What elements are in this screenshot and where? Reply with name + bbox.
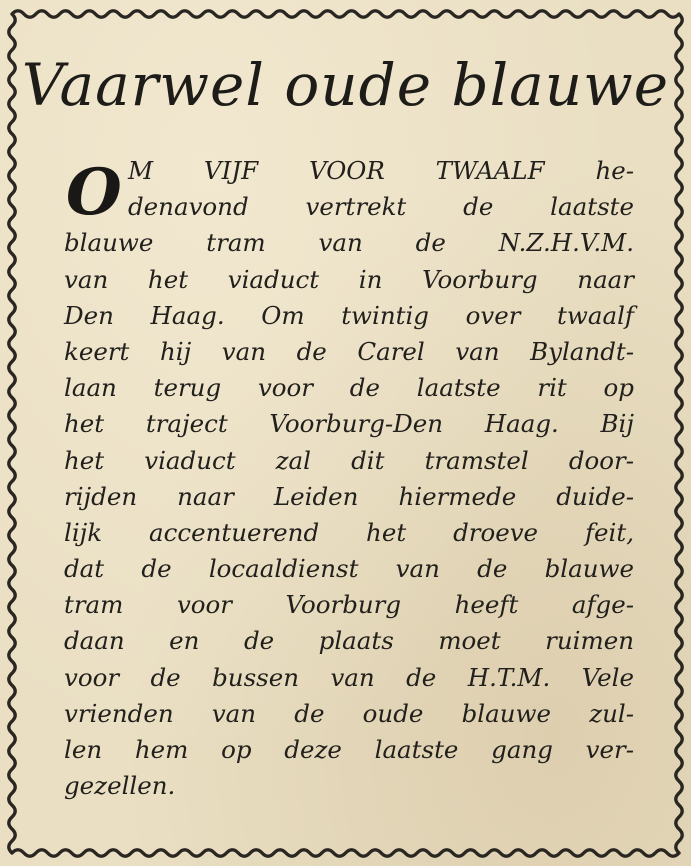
body-line: vrienden van de oude blauwe zul-	[64, 698, 634, 728]
body-line: denavond vertrekt de laatste	[128, 192, 634, 222]
body-line: het traject Voorburg-Den Haag. Bij	[64, 409, 634, 439]
body-line: len hem op deze laatste gang ver-	[64, 735, 634, 764]
body-line: voor de bussen van de H.T.M. Vele	[64, 662, 634, 692]
body-line: laan terug voor de laatste rit op	[64, 373, 634, 403]
body-line: het viaduct zal dit tramstel door-	[64, 445, 634, 475]
body-line: M VIJF VOOR TWAALF he-	[128, 156, 634, 185]
body-line: blauwe tram van de N.Z.H.V.M.	[64, 228, 634, 258]
body-line: Den Haag. Om twintig over twaalf	[64, 300, 634, 330]
article-title: Vaarwel oude blauwe	[21, 51, 670, 119]
body-line: tram voor Voorburg heeft afge-	[64, 590, 634, 620]
drop-cap: O	[66, 155, 122, 230]
body-line: daan en de plaats moet ruimen	[64, 626, 634, 656]
body-line: rijden naar Leiden hiermede duide-	[64, 481, 634, 511]
body-line: lijk accentuerend het droeve feit,	[64, 517, 634, 547]
body-line: keert hij van de Carel van Bylandt-	[64, 336, 634, 366]
body-line: dat de locaaldienst van de blauwe	[64, 554, 634, 584]
body-line: van het viaduct in Voorburg naar	[64, 264, 634, 294]
body-line: gezellen.	[64, 771, 176, 801]
article-body	[64, 153, 634, 804]
